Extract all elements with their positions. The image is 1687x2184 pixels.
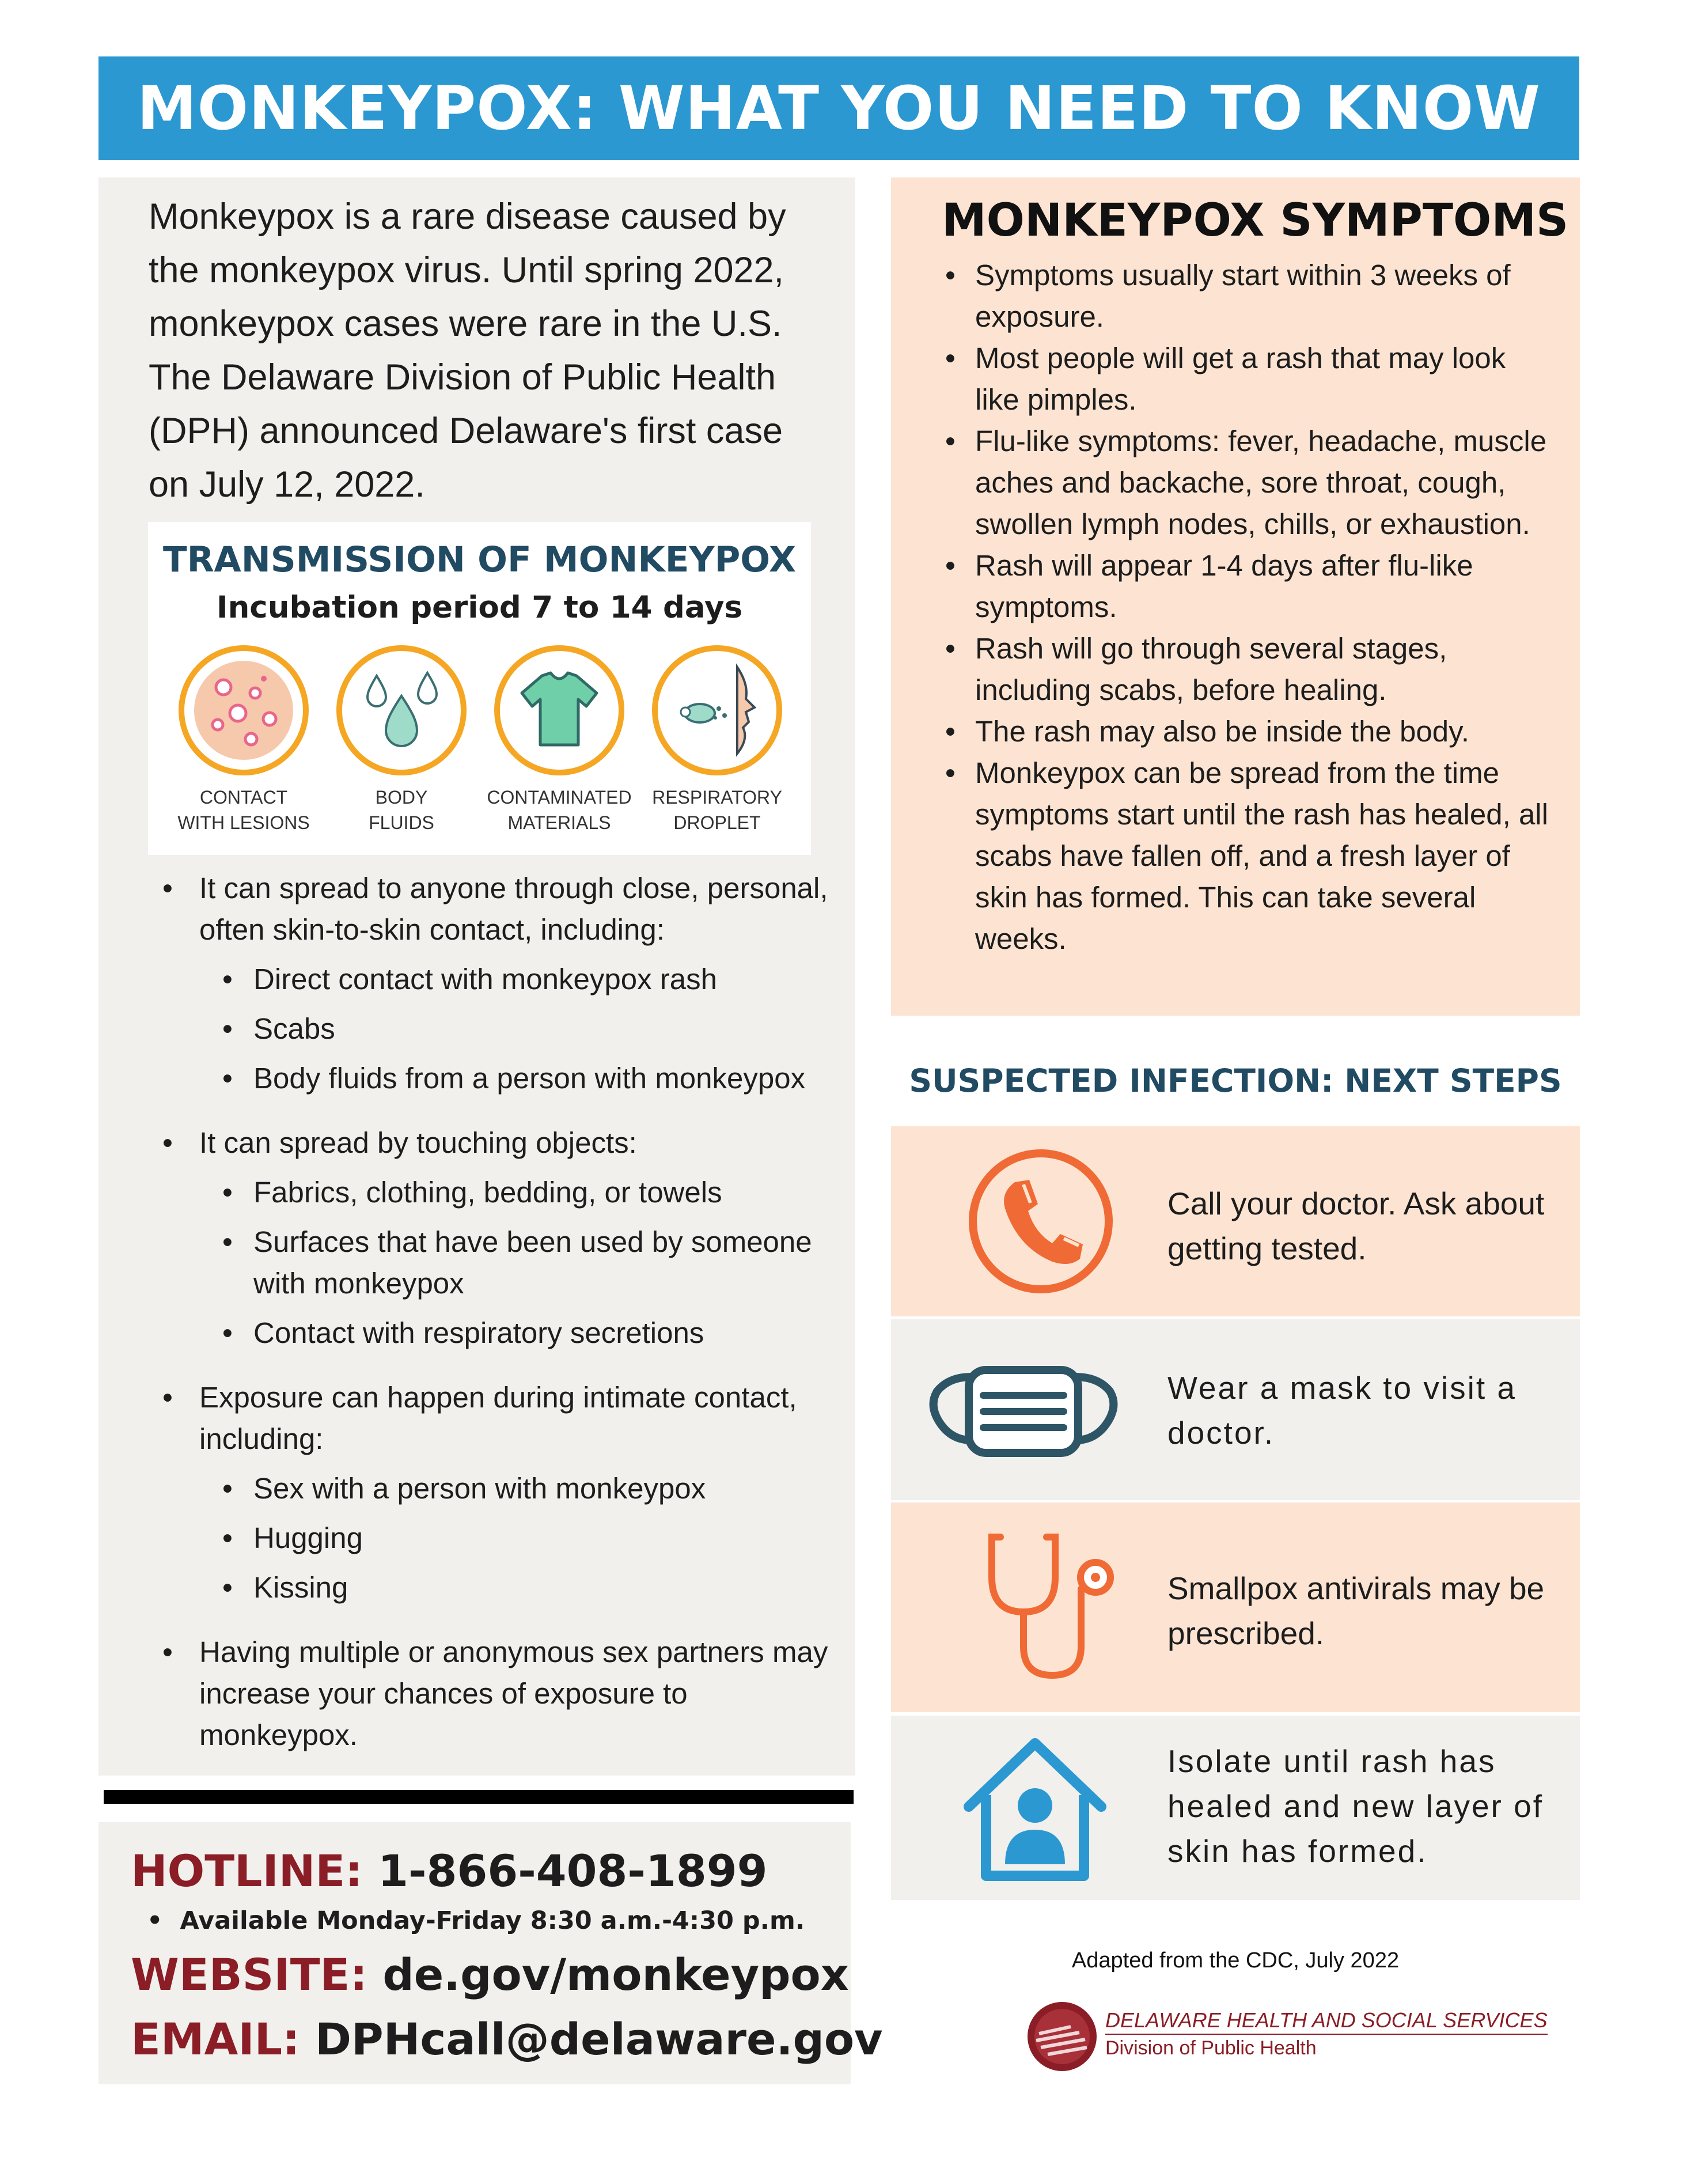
spread-group4-text: Having multiple or anonymous sex partners may increase your chances of exposure to monkeypox. <box>199 1636 828 1751</box>
list-item: • Flu-like symptoms: fever, headache, muscle aches and backache, sore throat, cough, swollen lymph nodes, chills, or exhaustion. <box>937 421 1553 545</box>
next-step-isolate <box>891 1716 1580 1900</box>
list-item: • Rash will appear 1-4 days after flu-like symptoms. <box>937 545 1553 628</box>
website-label: WEBSITE: <box>131 1949 367 2000</box>
list-item <box>154 1632 846 1756</box>
contact-panel <box>98 1822 883 2084</box>
symptoms-panel <box>891 177 1580 1016</box>
next-step-call-doctor <box>891 1126 1580 1316</box>
dhss-logo <box>1025 1999 1548 2074</box>
step-text: Wear a mask to visit a doctor. <box>1167 1370 1517 1451</box>
spread-list <box>154 868 846 1779</box>
source-note: Adapted from the CDC, July 2022 <box>1071 1948 1400 1973</box>
hotline-number[interactable]: 1-866-408-1899 <box>378 1845 768 1897</box>
list-item <box>154 868 846 1099</box>
email-link[interactable]: DPHcall@delaware.gov <box>314 2013 883 2065</box>
route-label-line1: CONTACT <box>199 787 288 808</box>
transmission-graphic <box>148 522 811 855</box>
route-label-line1: RESPIRATORY <box>652 787 782 808</box>
route-label-line1: CONTAMINATED <box>487 787 632 808</box>
section-divider <box>104 1790 854 1804</box>
list-item: • Most people will get a rash that may look like pimples. <box>937 338 1553 421</box>
website-link[interactable]: de.gov/monkeypox <box>382 1949 849 2000</box>
skin-lesion-icon <box>177 644 310 777</box>
list-item: • Sex with a person with monkeypox <box>199 1468 846 1509</box>
spread-group1-text: It can spread to anyone through close, personal, often skin-to-skin contact, including: <box>199 872 828 946</box>
route-body-fluids <box>321 644 482 835</box>
page-title: MONKEYPOX: WHAT YOU NEED TO KNOW <box>137 73 1541 143</box>
logo-line1: DELAWARE HEALTH AND SOCIAL SERVICES <box>1105 2008 1548 2035</box>
symptoms-title: MONKEYPOX SYMPTOMS <box>942 195 1569 247</box>
route-label-line1: BODY <box>375 787 428 808</box>
symptoms-list <box>937 255 1553 960</box>
logo-line2: Division of Public Health <box>1105 2037 1317 2059</box>
route-label-line2: DROPLET <box>673 812 761 833</box>
list-item: • The rash may also be inside the body. <box>937 711 1553 752</box>
transmission-title: TRANSMISSION OF MONKEYPOX <box>162 539 797 580</box>
hotline-hours <box>147 1906 805 1935</box>
spread-group3-text: Exposure can happen during intimate contact, including: <box>199 1381 797 1455</box>
list-item: • Body fluids from a person with monkeypox <box>199 1058 846 1099</box>
route-label-line2: FLUIDS <box>369 812 434 833</box>
next-step-antivirals <box>891 1502 1580 1712</box>
list-item: • Contact with respiratory secretions <box>199 1312 846 1354</box>
hotline-label: HOTLINE: <box>131 1845 363 1897</box>
step-text: Smallpox antivirals may be prescribed. <box>1167 1570 1545 1651</box>
dhss-seal-icon <box>1025 1999 1100 2074</box>
hotline-line <box>131 1845 767 1897</box>
list-item: • Direct contact with monkeypox rash <box>199 959 846 1000</box>
incubation-subtitle: Incubation period 7 to 14 days <box>216 590 743 625</box>
mask-icon <box>926 1360 1121 1463</box>
respiratory-droplet-icon <box>651 644 783 777</box>
next-steps-title: SUSPECTED INFECTION: NEXT STEPS <box>909 1062 1562 1099</box>
website-line <box>131 1949 849 2000</box>
list-item <box>154 1377 846 1608</box>
list-item: • Rash will go through several stages, including scabs, before healing. <box>937 628 1553 711</box>
list-item: • Scabs <box>199 1008 846 1050</box>
title-bar <box>98 56 1579 160</box>
list-item: • Kissing <box>199 1567 846 1608</box>
list-item: • Hugging <box>199 1517 846 1559</box>
fluid-drops-icon <box>335 644 468 777</box>
next-step-wear-mask <box>891 1319 1580 1500</box>
step-text: Isolate until rash has healed and new layer of skin has formed. <box>1167 1743 1544 1869</box>
route-label-line2: MATERIALS <box>507 812 611 833</box>
hours-text: Available Monday-Friday 8:30 a.m.-4:30 p.m. <box>180 1906 805 1935</box>
list-item <box>154 1122 846 1354</box>
step-text: Call your doctor. Ask about getting tested. <box>1167 1186 1545 1266</box>
bullet-icon: • <box>147 1906 180 1935</box>
intro-paragraph: Monkeypox is a rare disease caused by the monkeypox virus. Until spring 2022, monkeypox cases were rare in the U.S. The Delaware Division of Public Health (DPH) announced Delaware's first case on July 12, 2022. <box>149 196 786 505</box>
route-label-line2: WITH LESIONS <box>177 812 310 833</box>
email-line <box>131 2013 883 2065</box>
shirt-icon <box>493 644 625 777</box>
spread-group2-text: It can spread by touching objects: <box>199 1126 637 1159</box>
home-person-icon <box>954 1732 1116 1887</box>
email-label: EMAIL: <box>131 2013 300 2065</box>
route-contact-lesions <box>163 644 324 835</box>
route-respiratory-droplet <box>636 644 798 835</box>
list-item: • Symptoms usually start within 3 weeks of exposure. <box>937 255 1553 338</box>
route-contaminated-materials <box>479 644 640 835</box>
phone-icon <box>966 1146 1116 1296</box>
list-item: • Surfaces that have been used by someone with monkeypox <box>199 1221 846 1304</box>
stethoscope-icon <box>977 1526 1127 1687</box>
list-item: • Monkeypox can be spread from the time symptoms start until the rash has healed, all scabs have fallen off, and a fresh layer of skin has formed. This can take several weeks. <box>937 752 1553 960</box>
list-item: • Fabrics, clothing, bedding, or towels <box>199 1172 846 1213</box>
